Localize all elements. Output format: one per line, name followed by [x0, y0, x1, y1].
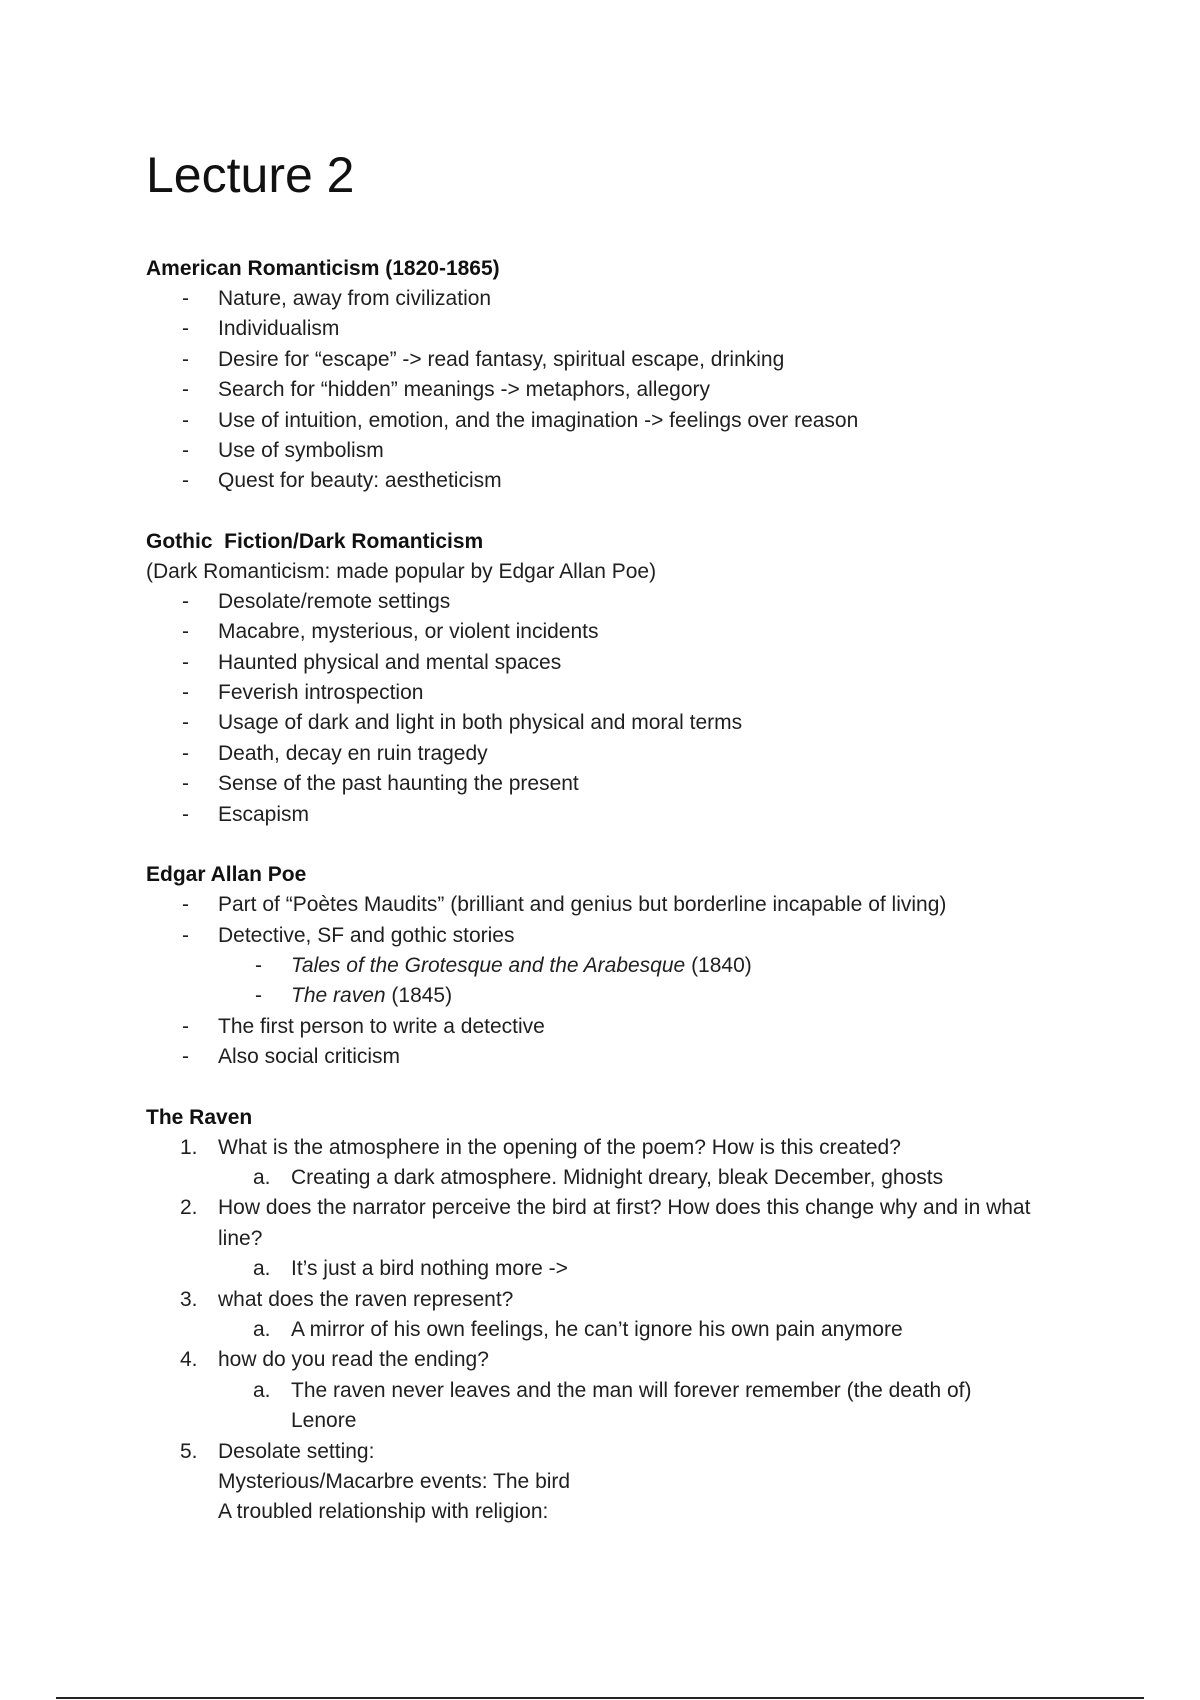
list-item: - Part of “Poètes Maudits” (brilliant and genius but borderline incapable of living) — [146, 890, 1046, 920]
numbered-item — [146, 1193, 1038, 1254]
numbered-item — [146, 1133, 1046, 1163]
list-number: 1. — [180, 1135, 198, 1159]
answer-item — [146, 1163, 1046, 1193]
answer-item — [146, 1376, 1036, 1437]
document-page — [146, 146, 1046, 1558]
list-number: 4. — [180, 1348, 198, 1372]
section-heading: The Raven — [146, 1105, 253, 1129]
answer-text: It’s just a bird nothing more -> — [291, 1257, 568, 1281]
answer-text: Creating a dark atmosphere. Midnight dreary, bleak December, ghosts — [291, 1165, 944, 1189]
list-item: - Quest for beauty: aestheticism — [146, 466, 1046, 496]
work-title: The raven — [291, 984, 386, 1008]
question-text: how do you read the ending? — [218, 1348, 489, 1372]
section-heading: Gothic Fiction/Dark Romanticism — [146, 529, 484, 553]
sub-list-item — [146, 981, 1046, 1011]
section-edgar-allan-poe — [146, 860, 1046, 1072]
list-letter: a. — [253, 1378, 271, 1402]
section-the-raven — [146, 1103, 1046, 1528]
list-letter: a. — [253, 1165, 271, 1189]
list-item: - Usage of dark and light in both physical and moral terms — [146, 708, 1046, 738]
work-title: Tales of the Grotesque and the Arabesque — [291, 953, 686, 977]
page-bottom-rule — [56, 1697, 1144, 1699]
list-item: - Death, decay en ruin tragedy — [146, 739, 1046, 769]
answer-text: A mirror of his own feelings, he can’t ignore his own pain anymore — [291, 1317, 903, 1341]
list-item: - Use of symbolism — [146, 436, 1046, 466]
work-year: (1840) — [685, 953, 752, 977]
answer-text: The raven never leaves and the man will forever remember (the death of) Lenore — [291, 1378, 972, 1433]
list-item: - Detective, SF and gothic stories — [146, 921, 1046, 951]
question-text: How does the narrator perceive the bird at first? How does this change why and in what line? — [218, 1196, 1031, 1250]
continuation-line: Mysterious/Macarbre events: The bird — [218, 1470, 571, 1493]
list-item: - Escapism — [146, 800, 1046, 830]
list-number: 2. — [180, 1196, 198, 1220]
continuation-line: A troubled relationship with religion: — [218, 1500, 549, 1524]
list-item: - The first person to write a detective — [146, 1012, 1046, 1042]
question-text: what does the raven represent? — [218, 1287, 514, 1311]
section-heading: Edgar Allan Poe — [146, 863, 307, 887]
page-title: Lecture 2 — [146, 147, 355, 203]
list-item: - Also social criticism — [146, 1042, 1046, 1072]
section-note: (Dark Romanticism: made popular by Edgar Allan Poe) — [146, 559, 657, 583]
question-text: Desolate setting: — [218, 1439, 375, 1463]
answer-item — [146, 1315, 1046, 1345]
list-number: 5. — [180, 1439, 198, 1463]
list-item: - Sense of the past haunting the present — [146, 769, 1046, 799]
list-item: - Macabre, mysterious, or violent incidents — [146, 617, 1046, 647]
list-item: - Haunted physical and mental spaces — [146, 648, 1046, 678]
numbered-item — [146, 1437, 1046, 1467]
sub-list-item — [146, 951, 1046, 981]
list-item: - Desolate/remote settings — [146, 587, 1046, 617]
list-item: - Individualism — [146, 314, 1046, 344]
list-item: - Use of intuition, emotion, and the imagination -> feelings over reason — [146, 406, 1046, 436]
list-item: - Feverish introspection — [146, 678, 1046, 708]
list-letter: a. — [253, 1257, 271, 1281]
list-number: 3. — [180, 1287, 198, 1311]
work-year: (1845) — [385, 984, 453, 1008]
list-letter: a. — [253, 1317, 271, 1341]
list-item: - Desire for “escape” -> read fantasy, spiritual escape, drinking — [146, 345, 1046, 375]
list-item: - Search for “hidden” meanings -> metaphors, allegory — [146, 375, 1046, 405]
section-heading: American Romanticism (1820-1865) — [146, 257, 500, 280]
section-gothic-fiction — [146, 527, 1046, 830]
list-item: - Nature, away from civilization — [146, 284, 1046, 314]
answer-item — [146, 1254, 1046, 1284]
section-american-romanticism — [146, 254, 1046, 497]
numbered-item — [146, 1285, 1046, 1315]
question-text: What is the atmosphere in the opening of the poem? How is this created? — [218, 1135, 901, 1159]
numbered-item — [146, 1345, 1046, 1375]
